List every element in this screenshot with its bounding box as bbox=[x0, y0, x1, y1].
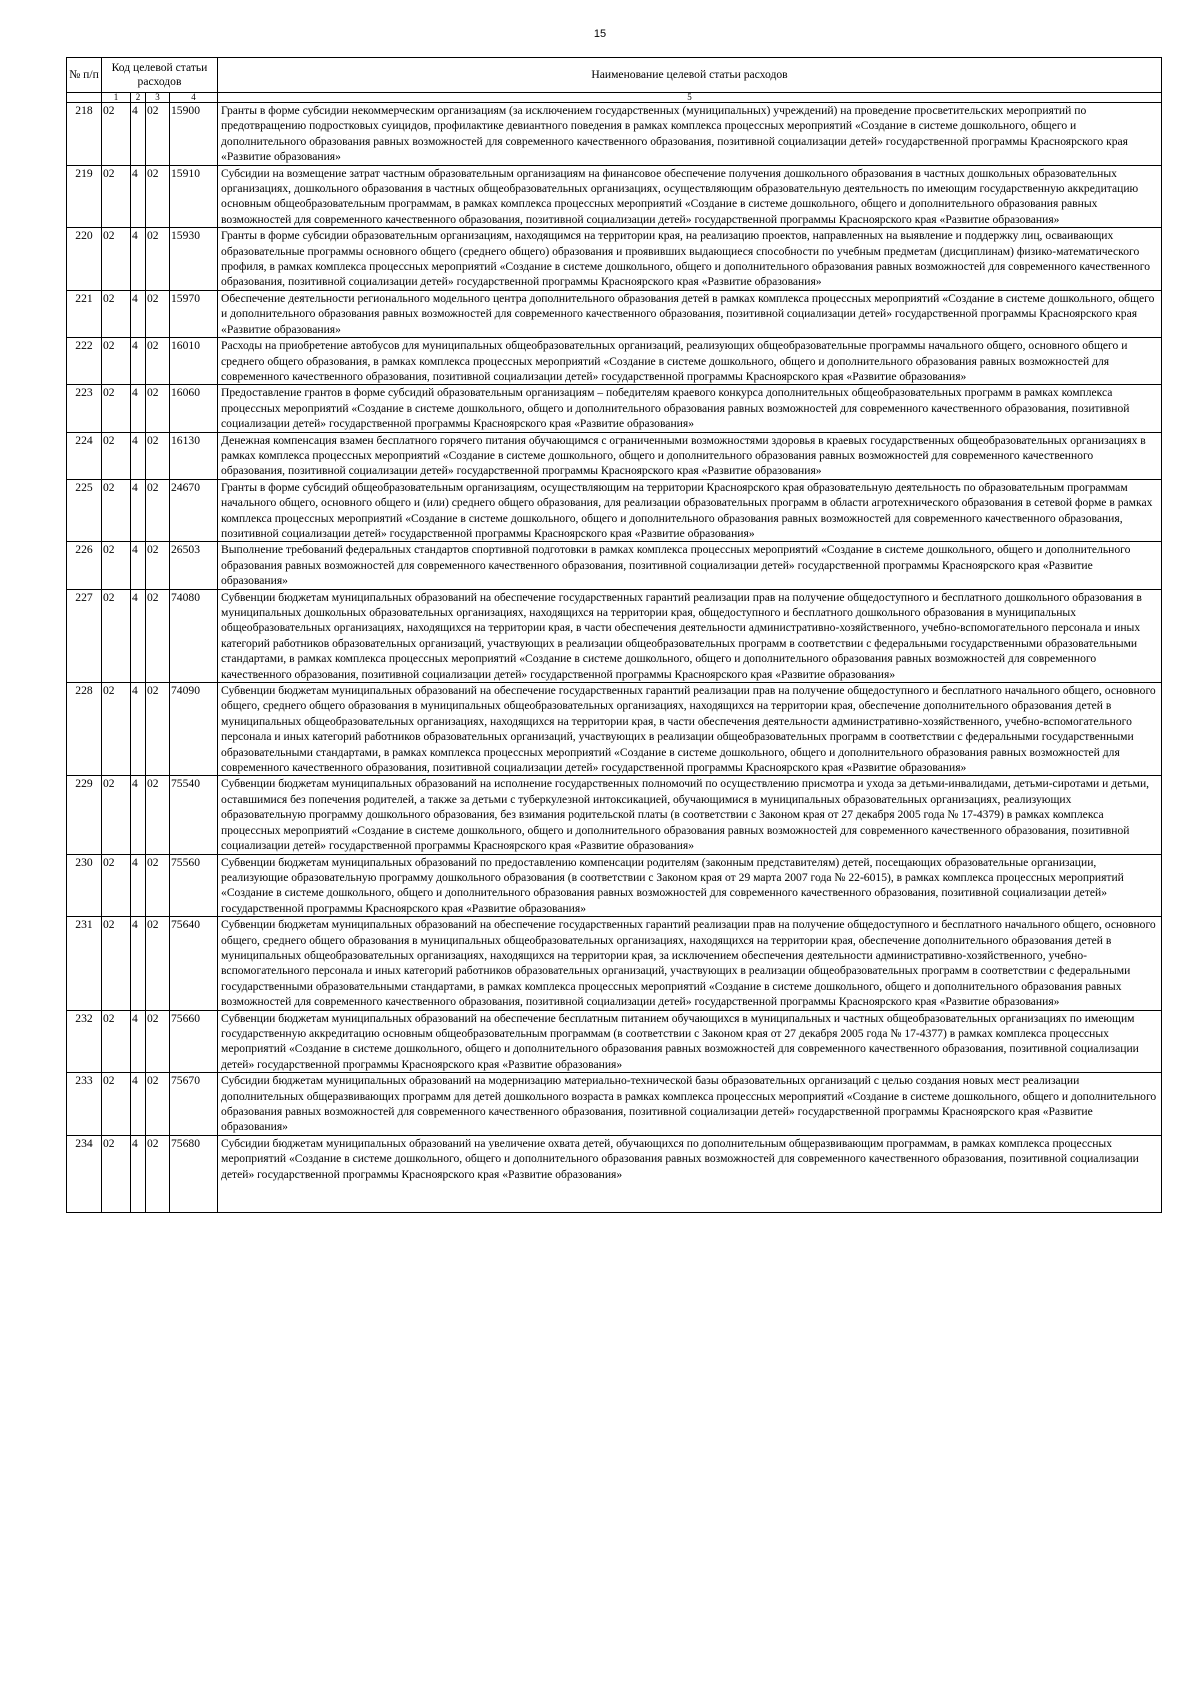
code-part-3: 02 bbox=[146, 917, 170, 1010]
code-part-2: 4 bbox=[131, 917, 146, 1010]
code-part-2: 4 bbox=[131, 1135, 146, 1212]
code-part-4: 15970 bbox=[170, 290, 218, 337]
code-part-2: 4 bbox=[131, 1073, 146, 1136]
code-part-3: 02 bbox=[146, 479, 170, 542]
code-part-4: 75560 bbox=[170, 854, 218, 917]
code-part-2: 4 bbox=[131, 542, 146, 589]
table-row bbox=[67, 432, 1162, 479]
page-number: 15 bbox=[593, 28, 607, 40]
table-row bbox=[67, 1073, 1162, 1136]
code-part-1: 02 bbox=[102, 542, 131, 589]
table-row bbox=[67, 479, 1162, 542]
table-row bbox=[67, 165, 1162, 228]
code-part-3: 02 bbox=[146, 683, 170, 776]
table-row bbox=[67, 683, 1162, 776]
row-description: Денежная компенсация взамен бесплатного горячего питания обучающимся с ограниченными возможностями здоровья в краевых государственных общеобразовательных организациях в рамках комплекса процессных мероприятий «Создание в системе дошкольного, общего и дополнительного образования равных возможностей для современного качественного образования, позитивной социализации детей» государственной программы Красноярского края «Развитие образования» bbox=[218, 432, 1162, 479]
code-part-4: 16130 bbox=[170, 432, 218, 479]
code-part-4: 75680 bbox=[170, 1135, 218, 1212]
code-part-2: 4 bbox=[131, 338, 146, 385]
code-part-1: 02 bbox=[102, 290, 131, 337]
row-description: Обеспечение деятельности регионального модельного центра дополнительного образования детей в рамках комплекса процессных мероприятий «Создание в системе дошкольного, общего и дополнительного образования равных возможностей для современного качественного образования, позитивной социализации детей» государственной программы Красноярского края «Развитие образования» bbox=[218, 290, 1162, 337]
code-part-1: 02 bbox=[102, 385, 131, 432]
code-part-2: 4 bbox=[131, 165, 146, 228]
code-part-4: 75670 bbox=[170, 1073, 218, 1136]
code-part-2: 4 bbox=[131, 1010, 146, 1073]
code-part-4: 15910 bbox=[170, 165, 218, 228]
table-row bbox=[67, 589, 1162, 682]
code-part-2: 4 bbox=[131, 589, 146, 682]
code-part-3: 02 bbox=[146, 589, 170, 682]
row-number: 226 bbox=[67, 542, 102, 589]
row-number: 218 bbox=[67, 103, 102, 166]
header-sub-4: 4 bbox=[170, 93, 218, 103]
header-code: Код целевой статьи расходов bbox=[102, 58, 218, 93]
table-row bbox=[67, 290, 1162, 337]
code-part-2: 4 bbox=[131, 103, 146, 166]
code-part-3: 02 bbox=[146, 338, 170, 385]
code-part-4: 24670 bbox=[170, 479, 218, 542]
row-description: Субсидии бюджетам муниципальных образований на увеличение охвата детей, обучающихся по дополнительным общеразвивающим программам, в рамках комплекса процессных мероприятий «Создание в системе дошкольного, общего и дополнительного образования равных возможностей для современного качественного образования, позитивной социализации детей» государственной программы Красноярского края «Развитие образования» bbox=[218, 1135, 1162, 1212]
code-part-3: 02 bbox=[146, 228, 170, 291]
header-sub-3: 3 bbox=[146, 93, 170, 103]
code-part-3: 02 bbox=[146, 432, 170, 479]
code-part-3: 02 bbox=[146, 542, 170, 589]
code-part-2: 4 bbox=[131, 228, 146, 291]
row-number: 221 bbox=[67, 290, 102, 337]
code-part-3: 02 bbox=[146, 1135, 170, 1212]
row-description: Расходы на приобретение автобусов для муниципальных общеобразовательных организаций, реализующих общеобразовательные программы начального общего, основного общего и среднего общего образования, в рамках комплекса процессных мероприятий «Создание в системе дошкольного, общего и дополнительного образования равных возможностей для современного качественного образования, позитивной социализации детей» государственной программы Красноярского края «Развитие образования» bbox=[218, 338, 1162, 385]
header-sub-1: 1 bbox=[102, 93, 131, 103]
table-row bbox=[67, 917, 1162, 1010]
code-part-2: 4 bbox=[131, 479, 146, 542]
table-row bbox=[67, 103, 1162, 166]
code-part-1: 02 bbox=[102, 103, 131, 166]
row-description: Выполнение требований федеральных стандартов спортивной подготовки в рамках комплекса процессных мероприятий «Создание в системе дошкольного, общего и дополнительного образования равных возможностей для современного качественного образования, позитивной социализации детей» государственной программы Красноярского края «Развитие образования» bbox=[218, 542, 1162, 589]
row-description: Гранты в форме субсидии некоммерческим организациям (за исключением государственных (муниципальных) учреждений) на проведение просветительских мероприятий по предотвращению подростковых суицидов, профилактике девиантного поведения в рамках комплекса процессных мероприятий «Создание в системе дошкольного, общего и дополнительного образования равных возможностей для современного качественного образования, позитивной социализации детей» государственной программы Красноярского края «Развитие образования» bbox=[218, 103, 1162, 166]
table-row bbox=[67, 776, 1162, 854]
code-part-2: 4 bbox=[131, 854, 146, 917]
code-part-2: 4 bbox=[131, 385, 146, 432]
code-part-4: 74090 bbox=[170, 683, 218, 776]
row-number: 231 bbox=[67, 917, 102, 1010]
row-number: 219 bbox=[67, 165, 102, 228]
code-part-2: 4 bbox=[131, 290, 146, 337]
expense-table bbox=[66, 57, 1162, 1213]
table-row bbox=[67, 542, 1162, 589]
code-part-1: 02 bbox=[102, 338, 131, 385]
header-name: Наименование целевой статьи расходов bbox=[218, 58, 1162, 93]
code-part-1: 02 bbox=[102, 589, 131, 682]
code-part-1: 02 bbox=[102, 776, 131, 854]
code-part-2: 4 bbox=[131, 432, 146, 479]
table-row bbox=[67, 338, 1162, 385]
row-number: 232 bbox=[67, 1010, 102, 1073]
row-number: 233 bbox=[67, 1073, 102, 1136]
header-sub-5: 5 bbox=[218, 93, 1162, 103]
code-part-4: 16010 bbox=[170, 338, 218, 385]
code-part-1: 02 bbox=[102, 1135, 131, 1212]
row-description: Субсидии на возмещение затрат частным образовательным организациям на финансовое обеспечение получения дошкольного образования в частных дошкольных образовательных организациях, дошкольного образования в частных общеобразовательных организациях, осуществляющим образовательную деятельность по имеющим государственную аккредитацию основным общеобразовательным программам, в рамках комплекса процессных мероприятий «Создание в системе дошкольного, общего и дополнительного образования равных возможностей для современного качественного образования, позитивной социализации детей» государственной программы Красноярского края «Развитие образования» bbox=[218, 165, 1162, 228]
row-description: Субвенции бюджетам муниципальных образований на обеспечение государственных гарантий реализации прав на получение общедоступного и бесплатного дошкольного образования в муниципальных дошкольных образовательных организациях, находящихся на территории края, общедоступного и бесплатного дошкольного образования в муниципальных общеобразовательных организациях, находящихся на территории края, в части обеспечения деятельности административно-хозяйственного, учебно-вспомогательного персонала и иных категорий работников образовательных организаций, участвующих в реализации общеобразовательных программ в соответствии с федеральными государственными образовательными стандартами, в рамках комплекса процессных мероприятий «Создание в системе дошкольного, общего и дополнительного образования равных возможностей для современного качественного образования, позитивной социализации детей» государственной программы Красноярского края «Развитие образования» bbox=[218, 589, 1162, 682]
code-part-3: 02 bbox=[146, 103, 170, 166]
code-part-4: 26503 bbox=[170, 542, 218, 589]
code-part-1: 02 bbox=[102, 228, 131, 291]
table-body bbox=[67, 103, 1162, 1213]
header-num: № п/п bbox=[67, 58, 102, 93]
code-part-3: 02 bbox=[146, 385, 170, 432]
code-part-3: 02 bbox=[146, 165, 170, 228]
code-part-3: 02 bbox=[146, 290, 170, 337]
code-part-3: 02 bbox=[146, 1073, 170, 1136]
header-sub-2: 2 bbox=[131, 93, 146, 103]
code-part-1: 02 bbox=[102, 165, 131, 228]
row-number: 223 bbox=[67, 385, 102, 432]
row-description: Субвенции бюджетам муниципальных образований по предоставлению компенсации родителям (законным представителям) детей, посещающих образовательные организации, реализующие образовательную программу дошкольного образования (в соответствии с Законом края от 29 марта 2007 года № 22-6015), в рамках комплекса процессных мероприятий «Создание в системе дошкольного, общего и дополнительного образования равных возможностей для современного качественного образования, позитивной социализации детей» государственной программы Красноярского края «Развитие образования» bbox=[218, 854, 1162, 917]
code-part-3: 02 bbox=[146, 776, 170, 854]
code-part-4: 75540 bbox=[170, 776, 218, 854]
code-part-3: 02 bbox=[146, 1010, 170, 1073]
header-sub-blank bbox=[67, 93, 102, 103]
code-part-4: 74080 bbox=[170, 589, 218, 682]
code-part-1: 02 bbox=[102, 479, 131, 542]
table-row bbox=[67, 228, 1162, 291]
code-part-4: 15900 bbox=[170, 103, 218, 166]
code-part-4: 75660 bbox=[170, 1010, 218, 1073]
row-number: 230 bbox=[67, 854, 102, 917]
row-number: 220 bbox=[67, 228, 102, 291]
code-part-4: 75640 bbox=[170, 917, 218, 1010]
row-description: Гранты в форме субсидий общеобразовательным организациям, осуществляющим на территории Красноярского края образовательную деятельность по образовательным программам начального общего, основного общего и (или) среднего общего образования, для реализации образовательных программ в области агротехнического образования в сетевой форме в рамках комплекса процессных мероприятий «Создание в системе дошкольного, общего и дополнительного образования равных возможностей для современного качественного образования, позитивной социализации детей» государственной программы Красноярского края «Развитие образования» bbox=[218, 479, 1162, 542]
row-description: Субвенции бюджетам муниципальных образований на обеспечение бесплатным питанием обучающихся в муниципальных и частных общеобразовательных организациях по имеющим государственную аккредитацию основным общеобразовательным программам (в соответствии с Законом края от 27 декабря 2005 года № 17-4377) в рамках комплекса процессных мероприятий «Создание в системе дошкольного, общего и дополнительного образования равных возможностей для современного качественного образования, позитивной социализации детей» государственной программы Красноярского края «Развитие образования» bbox=[218, 1010, 1162, 1073]
table-row bbox=[67, 385, 1162, 432]
code-part-1: 02 bbox=[102, 1073, 131, 1136]
row-number: 227 bbox=[67, 589, 102, 682]
code-part-2: 4 bbox=[131, 776, 146, 854]
code-part-1: 02 bbox=[102, 683, 131, 776]
code-part-1: 02 bbox=[102, 854, 131, 917]
code-part-1: 02 bbox=[102, 917, 131, 1010]
row-number: 229 bbox=[67, 776, 102, 854]
code-part-2: 4 bbox=[131, 683, 146, 776]
code-part-4: 15930 bbox=[170, 228, 218, 291]
table-row bbox=[67, 1010, 1162, 1073]
row-description: Гранты в форме субсидии образовательным организациям, находящимся на территории края, на реализацию проектов, направленных на выявление и поддержку лиц, осваивающих образовательные программы основного общего (среднего общего) образования и проявивших выдающиеся способности по учебным предметам (дисциплинам) физико-математического профиля, в рамках комплекса процессных мероприятий «Создание в системе дошкольного, общего и дополнительного образования равных возможностей для современного качественного образования, позитивной социализации детей» государственной программы Красноярского края «Развитие образования» bbox=[218, 228, 1162, 291]
row-description: Предоставление грантов в форме субсидий образовательным организациям – победителям краевого конкурса дополнительных общеобразовательных программ в рамках комплекса процессных мероприятий «Создание в системе дошкольного, общего и дополнительного образования равных возможностей для современного качественного образования, позитивной социализации детей» государственной программы Красноярского края «Развитие образования» bbox=[218, 385, 1162, 432]
row-description: Субвенции бюджетам муниципальных образований на обеспечение государственных гарантий реализации прав на получение общедоступного и бесплатного начального общего, основного общего, среднего общего образования в муниципальных общеобразовательных организациях, находящихся на территории края, обеспечение дополнительного образования детей в муниципальных общеобразовательных организациях, находящихся на территории края, в части обеспечения деятельности административно-хозяйственного, учебно-вспомогательного персонала и иных категорий работников образовательных организаций, участвующих в реализации общеобразовательных программ в соответствии с федеральными государственными образовательными стандартами, в рамках комплекса процессных мероприятий «Создание в системе дошкольного, общего и дополнительного образования равных возможностей для современного качественного образования, позитивной социализации детей» государственной программы Красноярского края «Развитие образования» bbox=[218, 683, 1162, 776]
table-row bbox=[67, 1135, 1162, 1212]
row-description: Субвенции бюджетам муниципальных образований на обеспечение государственных гарантий реализации прав на получение общедоступного и бесплатного начального общего, основного общего, среднего общего образования в муниципальных общеобразовательных организациях, находящихся на территории края, обеспечение дополнительного образования детей в муниципальных общеобразовательных организациях, находящихся на территории края, за исключением обеспечения деятельности административно-хозяйственного, учебно-вспомогательного персонала и иных категорий работников образовательных организаций, участвующих в реализации общеобразовательных программ в соответствии с федеральными государственными образовательными стандартами, в рамках комплекса процессных мероприятий «Создание в системе дошкольного, общего и дополнительного образования равных возможностей для современного качественного образования, позитивной социализации детей» государственной программы Красноярского края «Развитие образования» bbox=[218, 917, 1162, 1010]
row-number: 225 bbox=[67, 479, 102, 542]
row-number: 228 bbox=[67, 683, 102, 776]
code-part-3: 02 bbox=[146, 854, 170, 917]
row-description: Субвенции бюджетам муниципальных образований на исполнение государственных полномочий по осуществлению присмотра и ухода за детьми-инвалидами, детьми-сиротами и детьми, оставшимися без попечения родителей, а также за детьми с туберкулезной интоксикацией, обучающимися в муниципальных образовательных организациях, реализующих образовательную программу дошкольного образования, без взимания родительской платы (в соответствии с Законом края от 27 декабря 2005 года № 17-4379) в рамках комплекса процессных мероприятий «Создание в системе дошкольного, общего и дополнительного образования равных возможностей для современного качественного образования, позитивной социализации детей» государственной программы Красноярского края «Развитие образования» bbox=[218, 776, 1162, 854]
row-number: 222 bbox=[67, 338, 102, 385]
row-description: Субсидии бюджетам муниципальных образований на модернизацию материально-технической базы образовательных организаций с целью создания новых мест реализации дополнительных общеразвивающих программ для детей дошкольного возраста в рамках комплекса процессных мероприятий «Создание в системе дошкольного, общего и дополнительного образования равных возможностей для современного качественного образования, позитивной социализации детей» государственной программы Красноярского края «Развитие образования» bbox=[218, 1073, 1162, 1136]
code-part-1: 02 bbox=[102, 1010, 131, 1073]
table-row bbox=[67, 854, 1162, 917]
code-part-1: 02 bbox=[102, 432, 131, 479]
code-part-4: 16060 bbox=[170, 385, 218, 432]
row-number: 224 bbox=[67, 432, 102, 479]
row-number: 234 bbox=[67, 1135, 102, 1212]
